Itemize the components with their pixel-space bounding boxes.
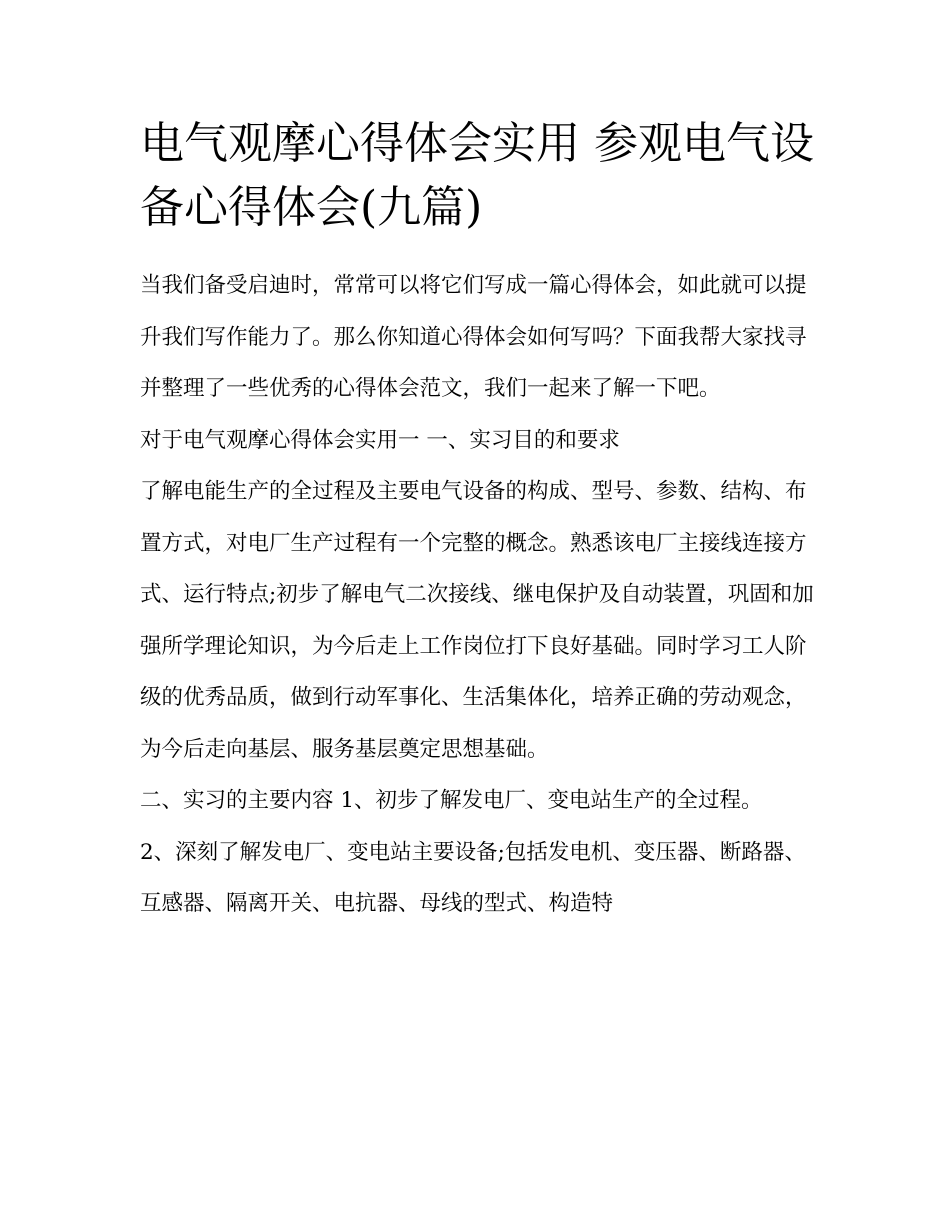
document-title: 电气观摩心得体会实用 参观电气设备心得体会(九篇) xyxy=(140,118,814,233)
paragraph-content-1: 二、实习的主要内容 1、初步了解发电厂、变电站生产的全过程。 xyxy=(140,788,763,813)
paragraph-purpose: 了解电能生产的全过程及主要电气设备的构成、型号、参数、结构、布置方式，对电厂生产过程有一个完整的概念。熟悉该电厂主接线连接方式、运行特点;初步了解电气二次接线、继电保护及自动装置，巩固和加强所学理论知识，为今后走上工作岗位打下良好基础。同时学习工人阶级的优秀品质，做到行动军事化、生活集体化，培养正确的劳动观念，为今后走向基层、服务基层奠定思想基础。 xyxy=(140,479,814,762)
paragraph-intro: 当我们备受启迪时，常常可以将它们写成一篇心得体会，如此就可以提升我们写作能力了。那么你知道心得体会如何写吗？下面我帮大家找寻并整理了一些优秀的心得体会范文，我们一起来了解一下吧。 xyxy=(140,273,807,401)
paragraph-content-2: 2、深刻了解发电厂、变电站主要设备;包括发电机、变压器、断路器、互感器、隔离开关、电抗器、母线的型式、构造特 xyxy=(140,839,806,916)
paragraph-section-heading: 对于电气观摩心得体会实用一 一、实习目的和要求 xyxy=(140,427,620,453)
document-page xyxy=(140,112,815,930)
